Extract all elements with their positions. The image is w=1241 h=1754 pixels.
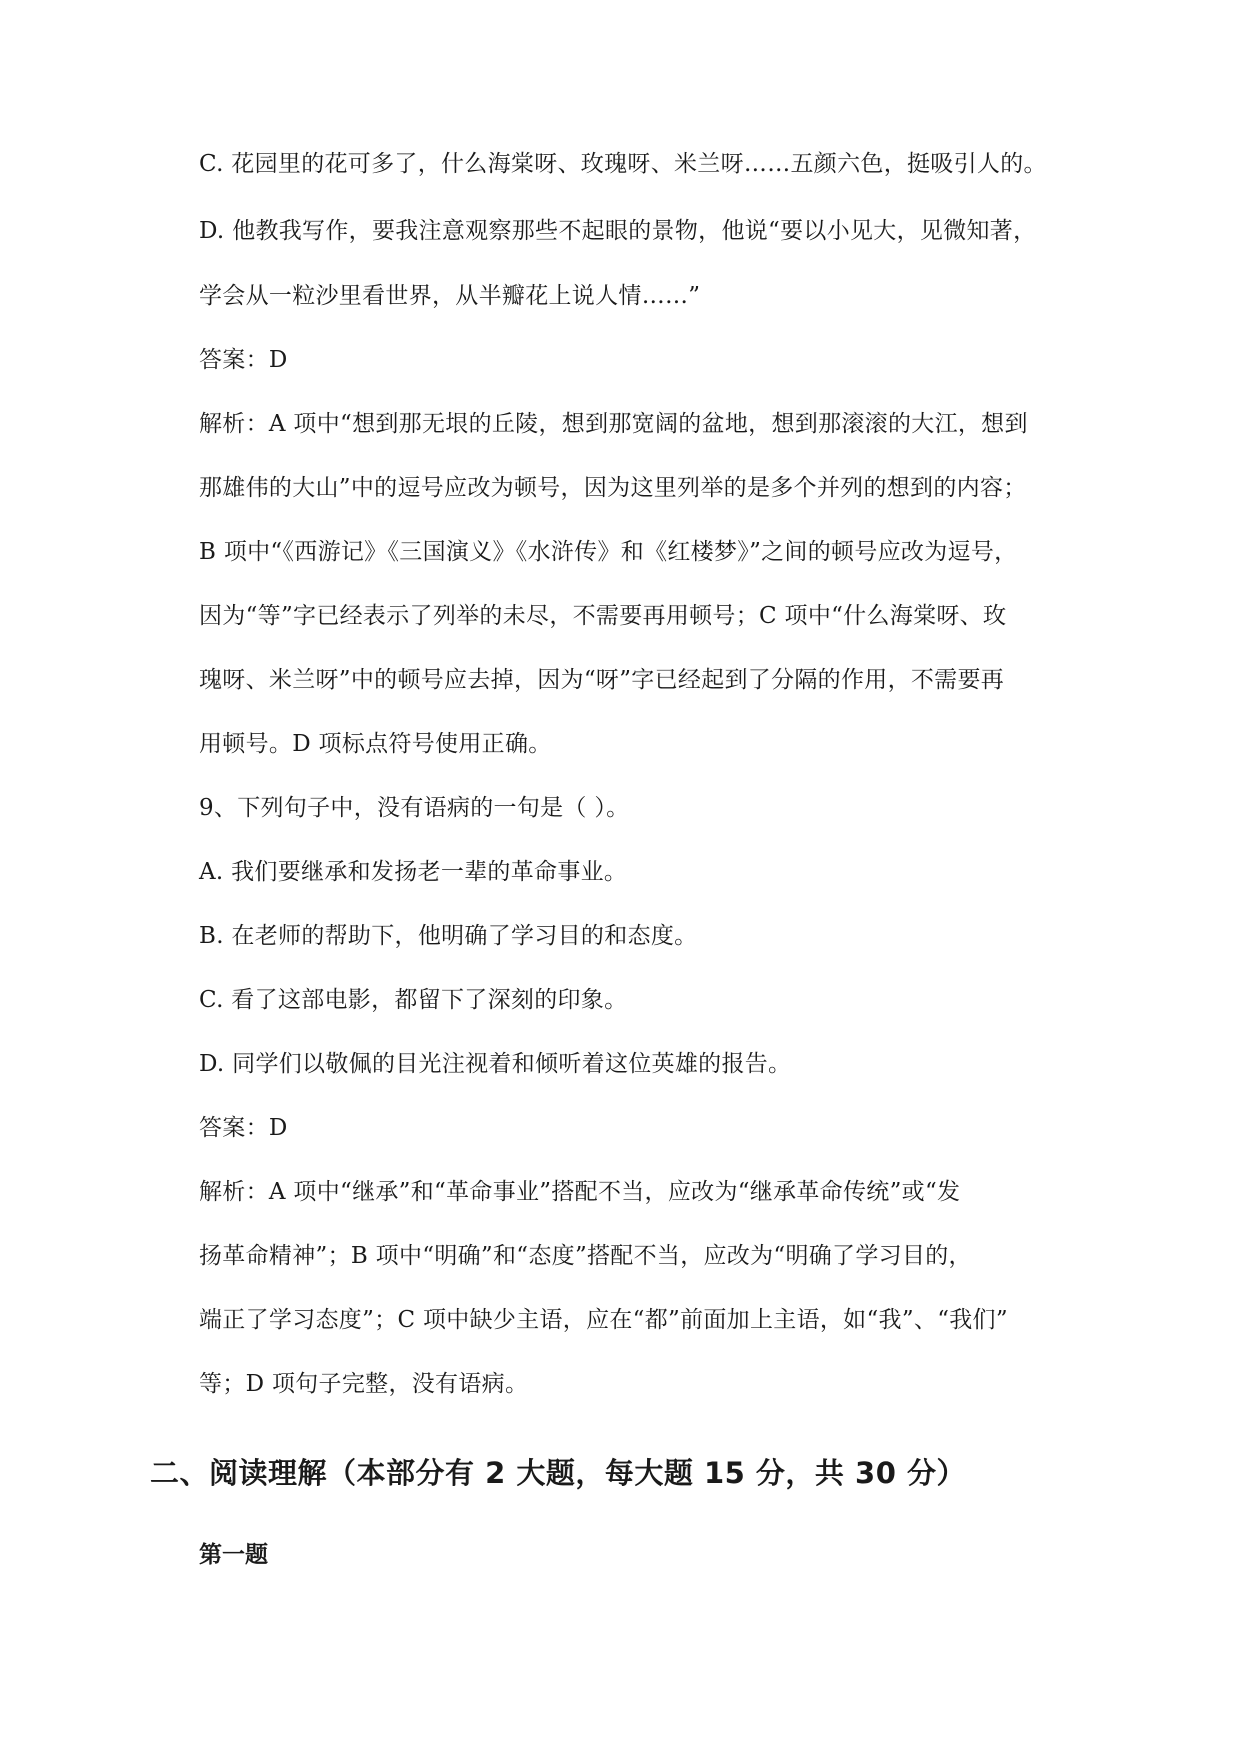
q8-option-c: C. 花园里的花可多了，什么海棠呀、玫瑰呀、米兰呀……五颜六色，挺吸引人的。 [199,151,1047,177]
q9-question: 9、下列句子中，没有语病的一句是（ ）。 [199,795,630,821]
q9-analysis-line: 解析：A 项中“继承”和“革命事业”搭配不当，应改为“继承革命传统”或“发 [199,1179,961,1205]
q9-analysis-line: 等；D 项句子完整，没有语病。 [199,1371,529,1397]
q8-answer: 答案：D [199,347,288,373]
q9-answer: 答案：D [199,1115,288,1141]
q8-option-d-line1: D. 他教我写作，要我注意观察那些不起眼的景物，他说“要以小见大，见微知著， [199,218,1037,244]
q9-analysis-line: 扬革命精神”；B 项中“明确”和“态度”搭配不当，应改为“明确了学习目的， [199,1243,972,1269]
q8-analysis-line: 瑰呀、米兰呀”中的顿号应去掉，因为“呀”字已经起到了分隔的作用，不需要再 [199,667,1005,693]
section-heading: 二、阅读理解（本部分有 2 大题，每大题 15 分，共 30 分） [150,1456,966,1490]
q8-analysis-line: 解析：A 项中“想到那无垠的丘陵，想到那宽阔的盆地，想到那滚滚的大江，想到 [199,411,1028,437]
q9-option-d: D. 同学们以敬佩的目光注视着和倾听着这位英雄的报告。 [199,1051,792,1077]
q8-analysis-line: 那雄伟的大山”中的逗号应改为顿号，因为这里列举的是多个并列的想到的内容； [199,475,1027,501]
q8-analysis-line: 因为“等”字已经表示了列举的未尽，不需要再用顿号；C 项中“什么海棠呀、玫 [199,603,1007,629]
q8-analysis-line: 用顿号。D 项标点符号使用正确。 [199,731,552,757]
q9-option-b: B. 在老师的帮助下，他明确了学习目的和态度。 [199,923,698,949]
subsection-heading: 第一题 [199,1542,268,1568]
q9-option-c: C. 看了这部电影，都留下了深刻的印象。 [199,987,628,1013]
q8-option-d-line2: 学会从一粒沙里看世界，从半瓣花上说人情……” [199,283,701,309]
q9-analysis-line: 端正了学习态度”；C 项中缺少主语，应在“都”前面加上主语，如“我”、“我们” [199,1307,1008,1333]
q9-option-a: A. 我们要继承和发扬老一辈的革命事业。 [199,859,628,885]
q8-analysis-line: B 项中“《西游记》《三国演义》《水浒传》和《红楼梦》”之间的顿号应改为逗号， [199,539,1018,565]
